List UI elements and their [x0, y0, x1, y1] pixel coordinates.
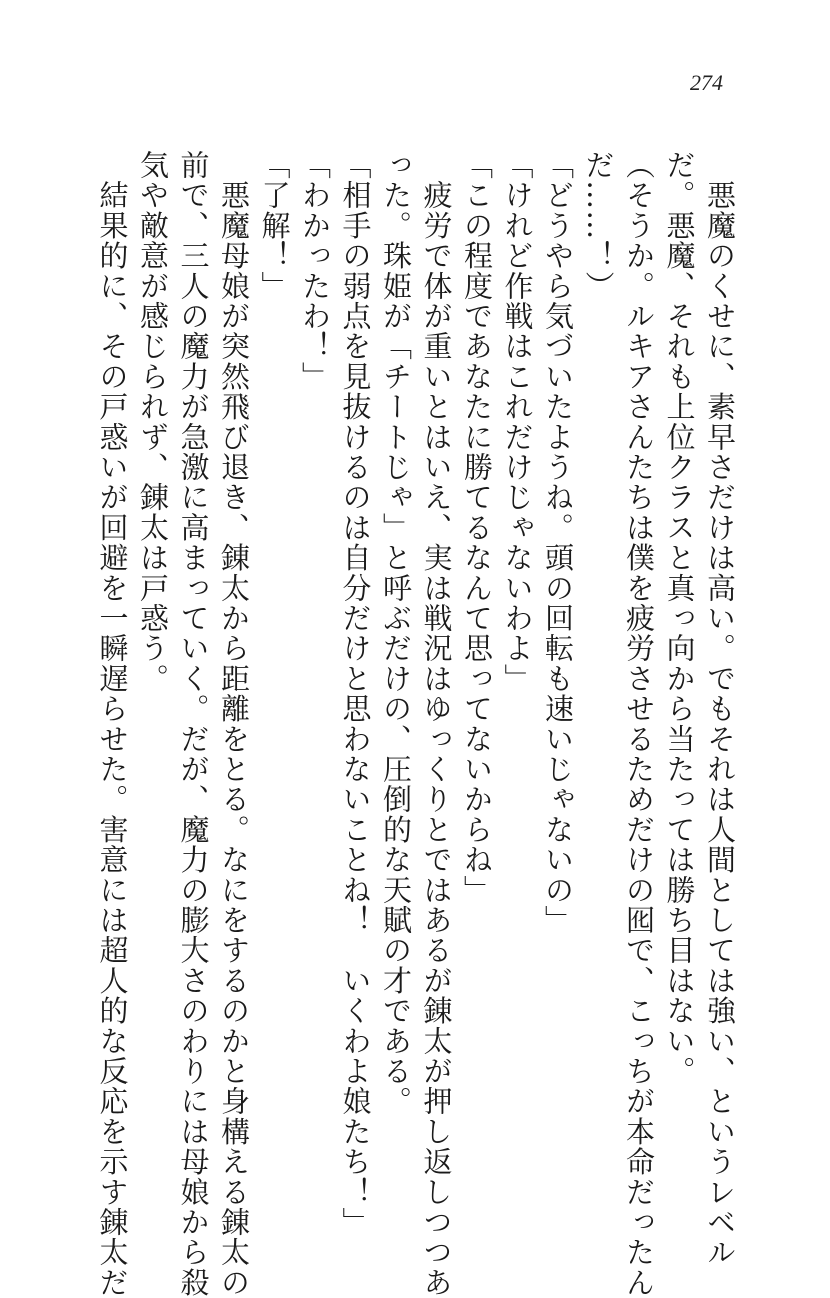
text-line: 前で、三人の魔力が急激に高まっていく。だが、魔力の膨大さのわりには母娘から殺 [176, 150, 211, 1298]
text-line: （そうか。ルキアさんたちは僕を疲労させるためだけの囮で、こっちが本命だったん [622, 150, 656, 1298]
text-line: 悪魔のくせに、素早さだけは高い。でもそれは人間としては強い、というレベル [703, 150, 737, 1268]
text-line: 「この程度であなたに勝てるなんて思ってないからね」 [460, 150, 494, 905]
text-line: 気や敵意が感じられず、錬太は戸惑う。 [136, 150, 170, 694]
text-line: だ。悪魔、それも上位クラスと真っ向から当たっては勝ち目はない。 [662, 150, 697, 1087]
page-number: 274 [690, 70, 723, 95]
text-line: 「どうやら気づいたようね。頭の回転も速いじゃないの」 [541, 150, 575, 936]
text-line: 疲労で体が重いとはいえ、実は戦況はゆっくりとではあるが錬太が押し返しつつあ [419, 150, 454, 1298]
text-line: 「相手の弱点を見抜けるのは自分だけと思わないことね！ いくわよ娘たち！」 [338, 150, 373, 1238]
text-line: 「わかったわ！」 [298, 150, 332, 392]
vertical-text-body [95, 150, 740, 1298]
text-line: だ……！） [581, 150, 616, 301]
text-line: 結果的に、その戸惑いが回避を一瞬遅らせた。害意には超人的な反応を示す錬太だ [95, 150, 130, 1298]
text-line: った。珠姫が「チートじゃ」と呼ぶだけの、圧倒的な天賦の才である。 [379, 150, 413, 1117]
text-line: 悪魔母娘が突然飛び退き、錬太から距離をとる。なにをするのかと身構える錬太の [217, 150, 251, 1298]
text-line: 「けれど作戦はこれだけじゃないわよ」 [500, 150, 535, 694]
text-line: 「了解！」 [257, 150, 292, 301]
